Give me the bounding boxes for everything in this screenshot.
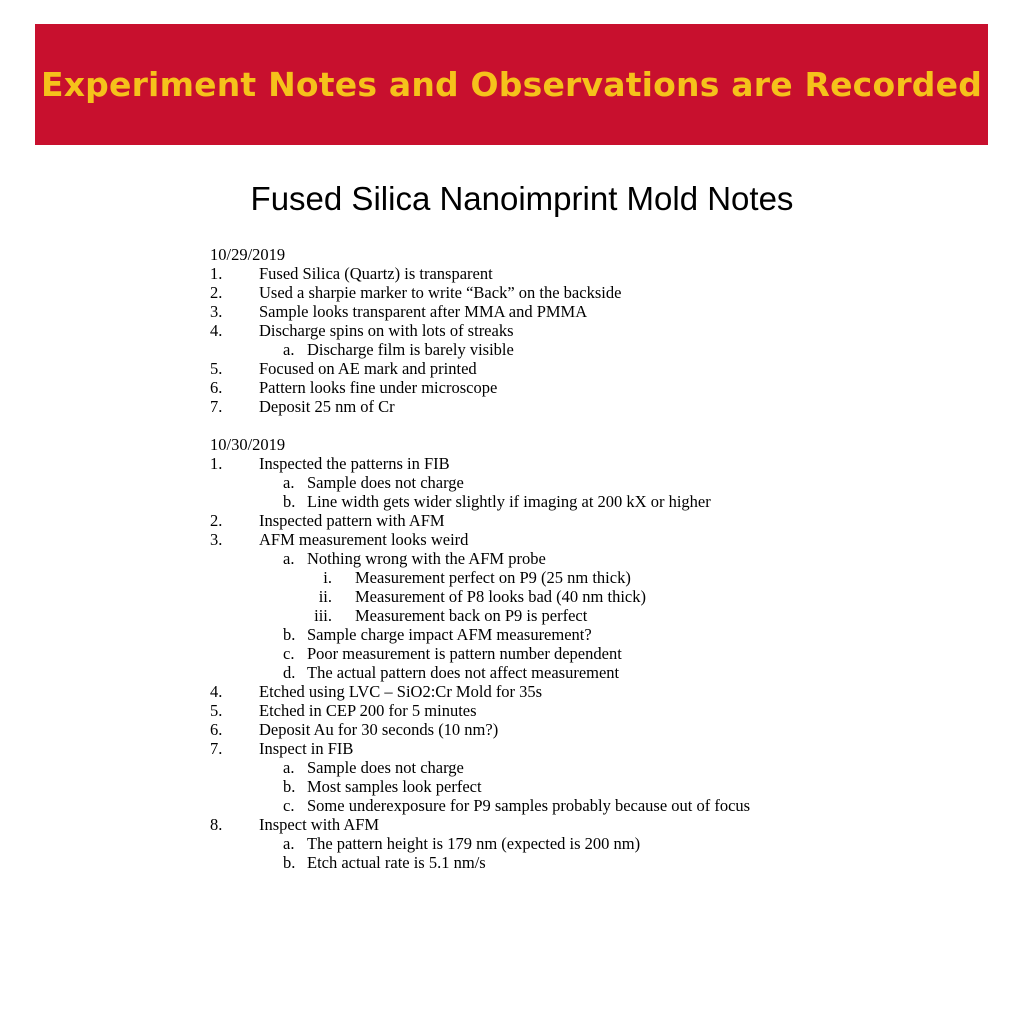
spacer [210,416,990,435]
header-banner [35,24,988,145]
list-item: 6. Pattern looks fine under microscope [210,378,498,397]
sub-list-item: a. The pattern height is 179 nm (expected is 200 nm) [283,834,641,853]
sub-list-item: c. Some underexposure for P9 samples probably because out of focus [283,796,751,815]
list-item: 4. Etched using LVC – SiO2:Cr Mold for 35s [210,682,543,701]
sub-sub-list-item: i. Measurement perfect on P9 (25 nm thick) [323,568,631,587]
banner-title: Experiment Notes and Observations are Recorded [40,65,983,104]
document-title: Fused Silica Nanoimprint Mold Notes [250,180,794,217]
entry-date: 10/29/2019 [210,245,286,264]
sub-sub-list-item: ii. Measurement of P8 looks bad (40 nm thick) [318,587,646,606]
sub-list-item: a. Sample does not charge [283,473,464,492]
sub-list-item: b. Line width gets wider slightly if imaging at 200 kX or higher [283,492,711,511]
list-item: 1. Inspected the patterns in FIB [210,454,450,473]
list-item: 2. Inspected pattern with AFM [210,511,445,530]
sub-list-item: c. Poor measurement is pattern number dependent [283,644,622,663]
list-item: 5. Focused on AE mark and printed [210,359,477,378]
sub-list-item: a. Discharge film is barely visible [283,340,514,359]
list-item: 6. Deposit Au for 30 seconds (10 nm?) [210,720,499,739]
sub-sub-list-item: iii. Measurement back on P9 is perfect [314,606,588,625]
list-item: 7. Deposit 25 nm of Cr [210,397,395,416]
entry-date: 10/30/2019 [210,435,286,454]
list-item: 4. Discharge spins on with lots of streaks [210,321,514,340]
list-item: 8. Inspect with AFM [210,815,380,834]
list-item: 7. Inspect in FIB [210,739,354,758]
sub-list-item: b. Etch actual rate is 5.1 nm/s [283,853,486,872]
sub-list-item: d. The actual pattern does not affect measurement [283,663,620,682]
sub-list-item: a. Nothing wrong with the AFM probe [283,549,546,568]
list-item: 2. Used a sharpie marker to write “Back” on the backside [210,283,622,302]
list-item: 3. Sample looks transparent after MMA and PMMA [210,302,588,321]
list-item: 3. AFM measurement looks weird [210,530,469,549]
sub-list-item: b. Sample charge impact AFM measurement? [283,625,592,644]
sub-list-item: a. Sample does not charge [283,758,464,777]
notes-body [210,245,990,872]
sub-list-item: b. Most samples look perfect [283,777,482,796]
list-item: 1. Fused Silica (Quartz) is transparent [210,264,493,283]
list-item: 5. Etched in CEP 200 for 5 minutes [210,701,477,720]
